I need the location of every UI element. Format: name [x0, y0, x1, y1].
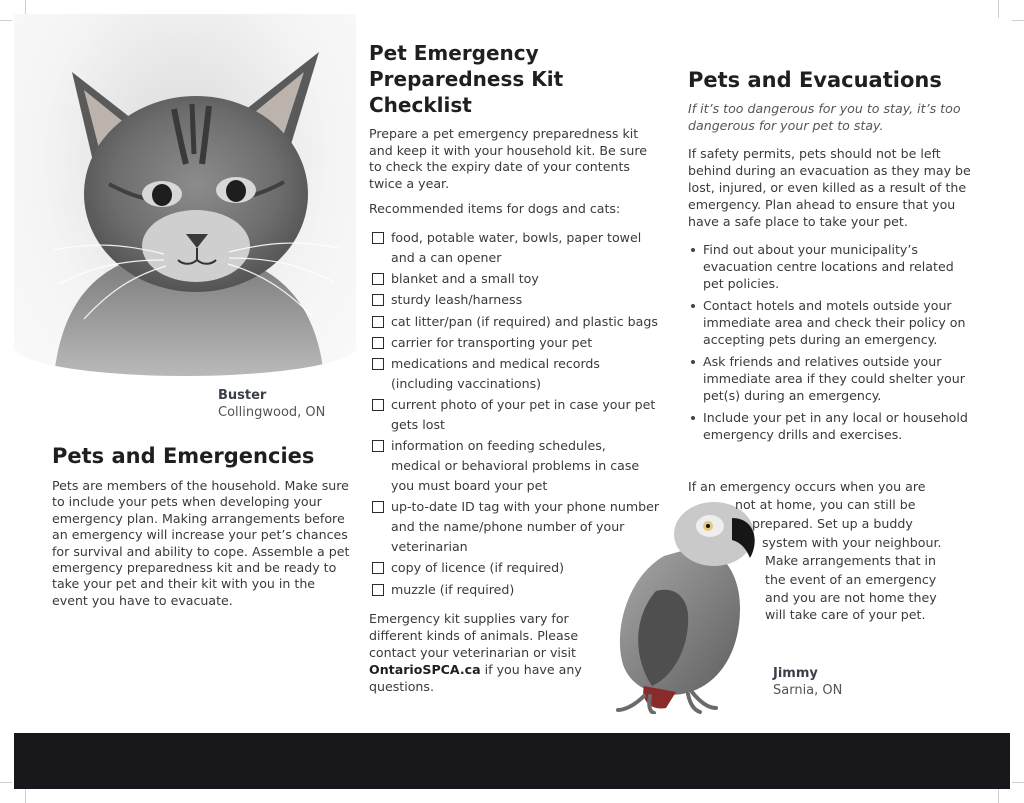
checklist-item-label: current photo of your pet in case your pet gets lost — [391, 397, 656, 433]
parrot-location: Sarnia, ON — [773, 683, 843, 698]
cat-photo — [14, 14, 356, 376]
checklist-item-label: sturdy leash/harness — [391, 292, 523, 308]
parrot-photo — [604, 496, 764, 714]
bullet-icon — [691, 416, 695, 420]
checklist-heading-line: Checklist — [369, 93, 472, 117]
crop-mark — [25, 788, 26, 803]
crop-mark — [998, 788, 999, 803]
evacuation-tips — [688, 241, 973, 448]
evacuation-tip-text: Ask friends and relatives outside your immediate area if they could shelter your pet(s) during an emergency. — [703, 354, 965, 403]
buddy-system-line: and you are not home they — [765, 590, 937, 605]
checkbox[interactable] — [372, 316, 384, 328]
checklist-item — [372, 436, 644, 495]
checklist-item — [372, 269, 672, 289]
buddy-system-line: system with your neighbour. — [762, 535, 942, 550]
pets-and-evacuations-heading: Pets and Evacuations — [688, 68, 942, 92]
checklist-item-label: up-to-date ID tag with your phone number and the name/phone number of your veterinarian — [391, 499, 660, 554]
checkbox[interactable] — [372, 358, 384, 370]
evacuation-tip — [688, 409, 973, 443]
checkbox[interactable] — [372, 399, 384, 411]
buddy-system-line: If an emergency occurs when you are — [688, 479, 926, 494]
checklist-item-label: information on feeding schedules, medical or behavioral problems in case you must board your pet — [391, 438, 640, 494]
kit-supplies-text: Emergency kit supplies vary for different kinds of animals. Please contact your veterinarian or visit — [369, 611, 579, 660]
bullet-icon — [691, 360, 695, 364]
buddy-system-line: will take care of your pet. — [765, 607, 926, 622]
buddy-system-line: not at home, you can still be — [735, 497, 916, 512]
checkbox[interactable] — [372, 440, 384, 452]
pets-and-emergencies-heading: Pets and Emergencies — [52, 444, 315, 468]
evacuation-paragraph: If safety permits, pets should not be left behind during an evacuation as they may be lost, injured, or even killed as a result of the emergency. Plan ahead to ensure that you have a safe place to take your pet. — [688, 146, 971, 229]
checklist-heading-line: Pet Emergency — [369, 41, 539, 65]
cat-illustration — [14, 14, 356, 376]
checkbox[interactable] — [372, 501, 384, 513]
checkbox[interactable] — [372, 232, 384, 244]
bullet-icon — [691, 304, 695, 308]
pets-and-emergencies-body: Pets are members of the household. Make sure to include your pets when developing your emergency plan. Making arrangements before an emergency will increase your pet’s chances for survival and ability to cope. Assemble a pet emergency preparedness kit and be ready to take your pet and their kit with you in the event you have to evacuate. — [52, 478, 350, 608]
checkbox[interactable] — [372, 584, 384, 596]
checklist-item — [372, 290, 672, 310]
buddy-system-line: Make arrangements that in — [765, 553, 937, 568]
checklist-intro: Prepare a pet emergency preparedness kit and keep it with your household kit. Be sure to check the expiry date of your contents twice a year. — [369, 126, 647, 191]
checkbox[interactable] — [372, 294, 384, 306]
cat-name: Buster — [218, 388, 267, 403]
checklist-item-label: cat litter/pan (if required) and plastic bags — [391, 313, 658, 329]
checklist-item — [372, 333, 672, 353]
buddy-system-line: the event of an emergency — [765, 572, 937, 587]
evacuation-tip — [688, 241, 973, 292]
evacuation-tip-text: Contact hotels and motels outside your immediate area and check their policy on accepting pets during an emergency. — [703, 298, 966, 347]
checklist-item — [372, 395, 657, 435]
checklist-item — [372, 354, 622, 394]
checklist-item — [372, 228, 652, 268]
crop-mark — [998, 0, 999, 18]
checkbox[interactable] — [372, 273, 384, 285]
kit-supplies-text-end: if you have any questions. — [369, 662, 582, 694]
bullet-icon — [691, 248, 695, 252]
crop-mark — [1012, 20, 1024, 21]
evacuation-tip-text: Find out about your municipality’s evacuation centre locations and related pet policies. — [703, 242, 954, 291]
checklist-item-label: carrier for transporting your pet — [391, 334, 593, 350]
checklist-item — [372, 312, 672, 332]
recommended-items-label: Recommended items for dogs and cats: — [369, 201, 621, 216]
checklist-item-label: medications and medical records (including vaccinations) — [391, 356, 600, 392]
crop-mark — [0, 20, 12, 21]
checklist-heading-line: Preparedness Kit — [369, 67, 564, 91]
kit-supplies-note — [369, 610, 589, 695]
checklist-item-label: food, potable water, bowls, paper towel and a can opener — [391, 230, 642, 265]
checklist-item-label: blanket and a small toy — [391, 271, 539, 287]
evacuation-tip-text: Include your pet in any local or household emergency drills and exercises. — [703, 410, 968, 442]
checklist-item-label: muzzle (if required) — [391, 581, 515, 597]
checklist-item-label: copy of licence (if required) — [391, 560, 565, 576]
checkbox[interactable] — [372, 562, 384, 574]
evacuation-tip — [688, 353, 973, 404]
crop-mark — [1012, 782, 1024, 783]
evacuation-warning: If it’s too dangerous for you to stay, it’s too dangerous for your pet to stay. — [688, 101, 961, 133]
crop-mark — [0, 782, 12, 783]
cat-location: Collingwood, ON — [218, 405, 326, 420]
checklist-heading — [369, 40, 639, 118]
evacuation-tip — [688, 297, 973, 348]
ontario-spca-link[interactable]: OntarioSPCA.ca — [369, 662, 481, 677]
checkbox[interactable] — [372, 337, 384, 349]
parrot-name: Jimmy — [773, 666, 818, 681]
footer-bar — [14, 733, 1010, 789]
buddy-system-line: prepared. Set up a buddy — [752, 516, 913, 531]
